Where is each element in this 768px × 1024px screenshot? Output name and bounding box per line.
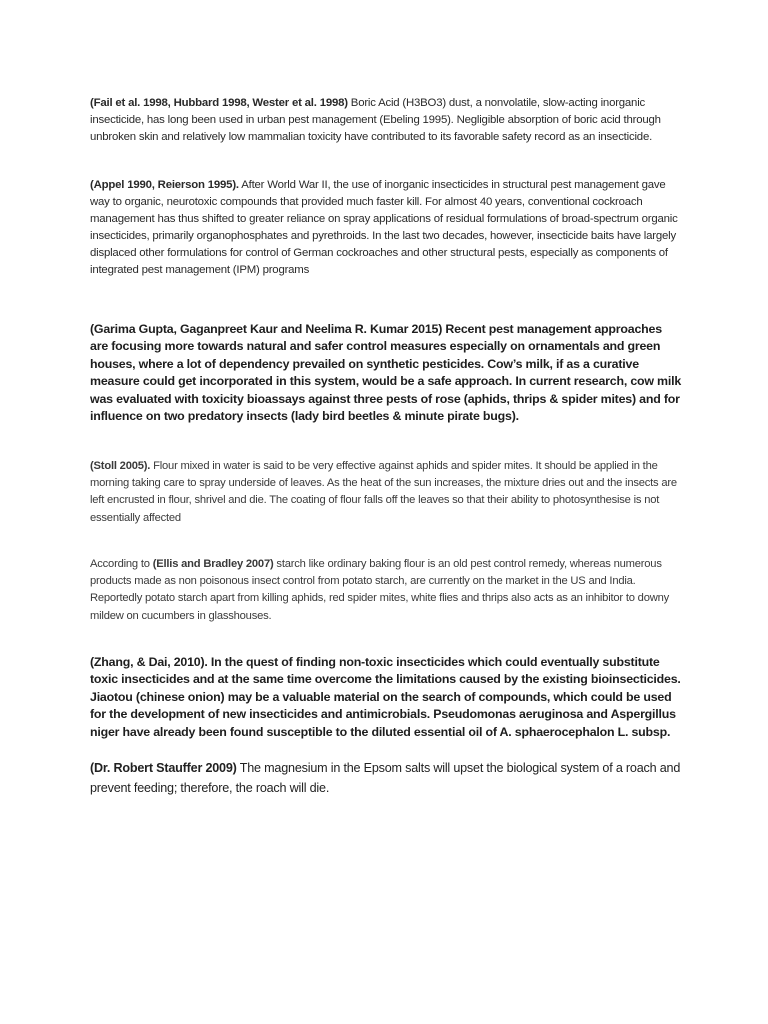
paragraph-epsom-salts xyxy=(90,758,682,798)
citation-ellis-bradley: (Ellis and Bradley 2007) xyxy=(152,558,274,570)
paragraph-boric-acid xyxy=(90,95,682,146)
citation-zhang-dai: (Zhang, & Dai, 2010). xyxy=(90,655,208,669)
citation-appel-reierson: (Appel 1990, Reierson 1995). xyxy=(90,179,239,191)
paragraph-body: Recent pest management approaches are focusing more towards natural and safer control measures especially on ornamentals and green houses, where a lot of dependency prevailed on synthetic pesticides. Cow’s milk, if as a curative measure could get incorporated in this system, would be a safe approach. In current research, cow milk was evaluated with toxicity bioassays against three pests of rose (aphids, thrips & spider mites) and for influence on two predatory insects (lady bird beetles & minute pirate bugs). xyxy=(90,322,682,424)
paragraph-potato-starch xyxy=(90,556,682,625)
paragraph-body: Flour mixed in water is said to be very effective against aphids and spider mites. It should be applied in the morning taking care to spray underside of leaves. As the heat of the sun increases, the mixture dries out and the insects are left encrusted in flour, shrivel and die. The coating of flour falls off the leaves so that their ability to photosynthesise is not essentially affected xyxy=(90,460,677,524)
paragraph-prefix: According to xyxy=(90,558,153,570)
citation-gupta-kaur-kumar: (Garima Gupta, Gaganpreet Kaur and Neelima R. Kumar 2015) xyxy=(90,322,443,336)
paragraph-body: The magnesium in the Epsom salts will upset the biological system of a roach and prevent feeding; therefore, the roach will die. xyxy=(90,761,681,795)
paragraph-body: Boric Acid (H3BO3) dust, a nonvolatile, slow-acting inorganic insecticide, has long been used in urban pest management (Ebeling 1995). Negligible absorption of boric acid through unbroken skin and relatively low mammalian toxicity have contributed to its favorable safety record as an insecticide. xyxy=(90,97,661,143)
paragraph-cow-milk xyxy=(90,321,682,425)
paragraph-chinese-onion xyxy=(90,654,682,741)
paragraph-flour xyxy=(90,458,682,527)
paragraph-body: In the quest of finding non-toxic insecticides which could eventually substitute toxic insecticides and at the same time overcome the limitations caused by the existing bioinsecticides. Jiaotou (chinese onion) may be a valuable material on the search of compounds, which could be used for the development of new insecticides and antimicrobials. Pseudomonas aeruginosa and Aspergillus niger have already been found susceptible to the diluted essential oil of A. sphaerocephalon L. subsp. xyxy=(90,655,681,739)
paragraph-organic-insecticides xyxy=(90,177,682,279)
citation-stauffer: (Dr. Robert Stauffer 2009) xyxy=(90,761,237,775)
citation-fail-hubbard-wester: (Fail et al. 1998, Hubbard 1998, Wester et al. 1998) xyxy=(90,97,348,109)
paragraph-body: After World War II, the use of inorganic insecticides in structural pest management gave way to organic, neurotoxic compounds that provided much faster kill. For almost 40 years, conventional cockroach management has thus shifted to greater reliance on spray applications of residual formulations of broad-spectrum organic insecticides, primarily organophosphates and pyrethroids. In the last two decades, however, insecticide baits have largely displaced other formulations for control of German cockroaches and other structural pests, especially as components of integrated pest management (IPM) programs xyxy=(90,179,678,276)
paragraph-body: starch like ordinary baking flour is an old pest control remedy, whereas numerous products made as non poisonous insect control from potato starch, are currently on the market in the US and India. Reportedly potato starch apart from killing aphids, red spider mites, white flies and thrips also acts as an inhibitor to downy mildew on cucumbers in glasshouses. xyxy=(90,558,670,622)
citation-stoll: (Stoll 2005). xyxy=(90,460,151,472)
